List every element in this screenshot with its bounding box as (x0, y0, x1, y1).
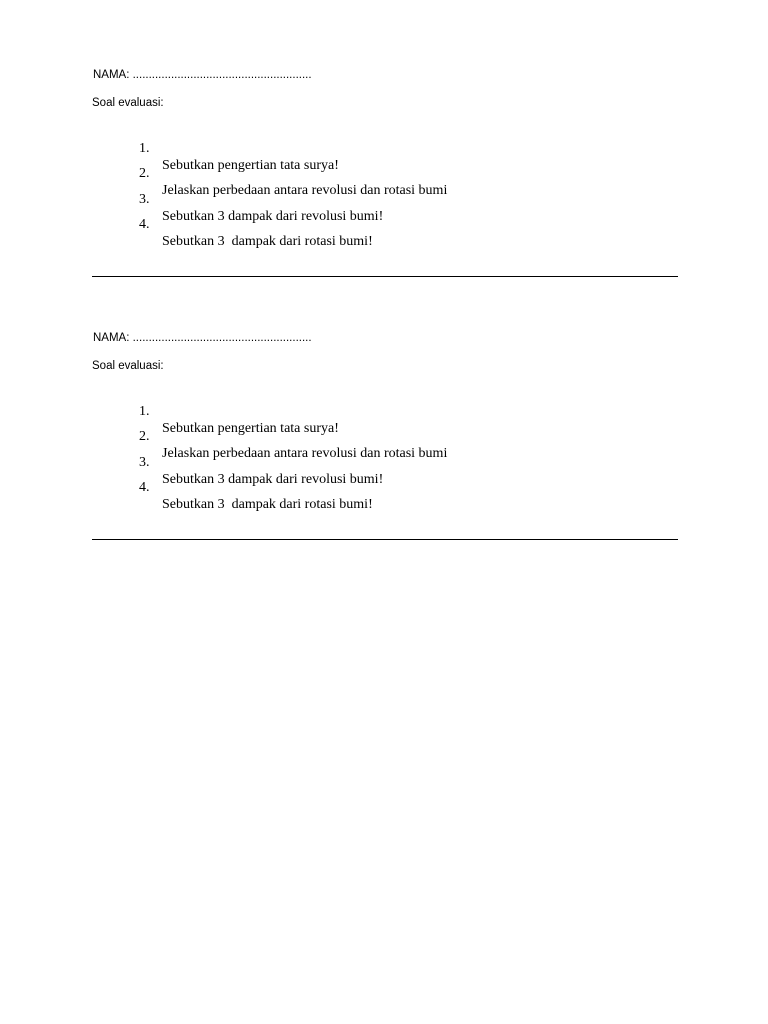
question-text: Sebutkan 3 dampak dari rotasi bumi! (162, 233, 373, 249)
question-text: Sebutkan 3 dampak dari revolusi bumi! (162, 208, 384, 224)
name-field-label: NAMA: ........................................................ (93, 332, 312, 344)
question-number: 1. (139, 141, 150, 156)
question-number: 3. (139, 454, 150, 470)
question-text: Sebutkan pengertian tata surya! (162, 158, 339, 173)
question-number: 4. (139, 216, 150, 232)
evaluation-heading: Soal evaluasi: (92, 360, 164, 372)
evaluation-heading: Soal evaluasi: (92, 97, 164, 109)
question-number: 3. (139, 191, 150, 207)
question-text: Sebutkan 3 dampak dari revolusi bumi! (162, 471, 384, 487)
name-field-label: NAMA: ........................................................ (93, 69, 312, 81)
question-text: Jelaskan perbedaan antara revolusi dan rotasi bumi (162, 183, 448, 199)
question-number: 4. (139, 479, 150, 495)
section-divider (92, 539, 678, 540)
question-text: Sebutkan 3 dampak dari rotasi bumi! (162, 496, 373, 512)
question-item (139, 123, 339, 173)
question-text: Jelaskan perbedaan antara revolusi dan rotasi bumi (162, 446, 448, 462)
question-list (139, 123, 448, 249)
question-item (139, 386, 339, 436)
question-text: Sebutkan pengertian tata surya! (162, 421, 339, 436)
question-number: 2. (139, 429, 150, 445)
question-number: 1. (139, 404, 150, 419)
question-list (139, 386, 448, 512)
section-divider (92, 276, 678, 277)
question-number: 2. (139, 166, 150, 182)
